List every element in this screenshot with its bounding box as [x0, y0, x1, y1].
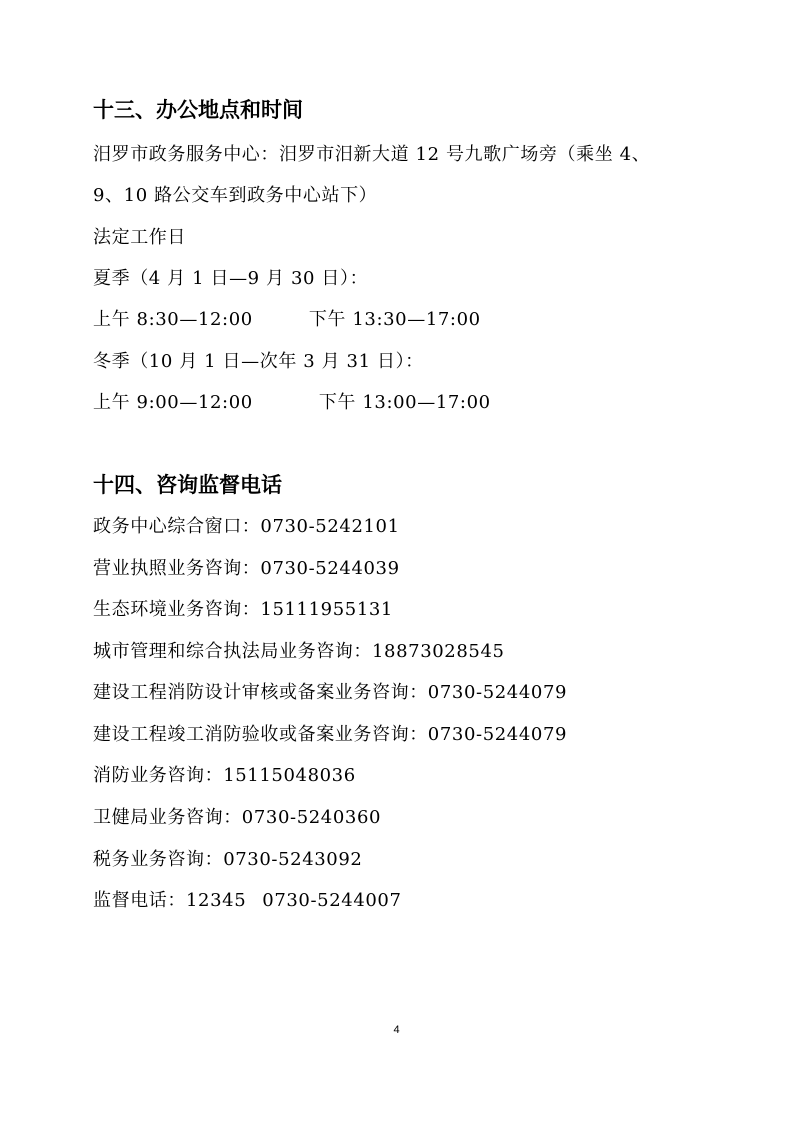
- contact-line: 营业执照业务咨询：0730-5244039: [93, 558, 400, 579]
- contact-line: 建设工程消防设计审核或备案业务咨询：0730-5244079: [93, 682, 568, 703]
- address-line-1: 汨罗市政务服务中心：汨罗市汨新大道 12 号九歌广场旁（乘坐 4、: [93, 144, 651, 165]
- section-13-heading: 十三、办公地点和时间: [93, 98, 303, 122]
- winter-afternoon-hours: 下午 13:00—17:00: [318, 392, 491, 413]
- section-14-heading: 十四、咨询监督电话: [93, 473, 282, 497]
- contact-line: 政务中心综合窗口：0730-5242101: [93, 516, 400, 537]
- address-line-2: 9、10 路公交车到政务中心站下）: [93, 185, 378, 206]
- winter-label: 冬季（10 月 1 日—次年 3 月 31 日）：: [93, 351, 424, 372]
- summer-label: 夏季（4 月 1 日—9 月 30 日）：: [93, 268, 369, 289]
- contact-line: 城市管理和综合执法局业务咨询：18873028545: [93, 641, 505, 662]
- supervision-label: 监督电话：12345: [93, 890, 247, 911]
- winter-hours: [93, 391, 491, 415]
- summer-hours: [93, 308, 481, 332]
- contact-line: 生态环境业务咨询：15111955131: [93, 599, 393, 620]
- contact-line: 消防业务咨询：15115048036: [93, 765, 356, 786]
- winter-morning-hours: 上午 9:00—12:00: [93, 392, 253, 413]
- contact-line: 建设工程竣工消防验收或备案业务咨询：0730-5244079: [93, 724, 568, 745]
- contact-line: 税务业务咨询：0730-5243092: [93, 849, 363, 870]
- page-number: 4: [393, 1024, 400, 1036]
- workday-label: 法定工作日: [93, 227, 186, 248]
- summer-morning-hours: 上午 8:30—12:00: [93, 309, 253, 330]
- supervision-number: 0730-5244007: [262, 890, 402, 911]
- summer-afternoon-hours: 下午 13:30—17:00: [308, 309, 481, 330]
- supervision-line: [93, 889, 402, 913]
- contact-line: 卫健局业务咨询：0730-5240360: [93, 807, 382, 828]
